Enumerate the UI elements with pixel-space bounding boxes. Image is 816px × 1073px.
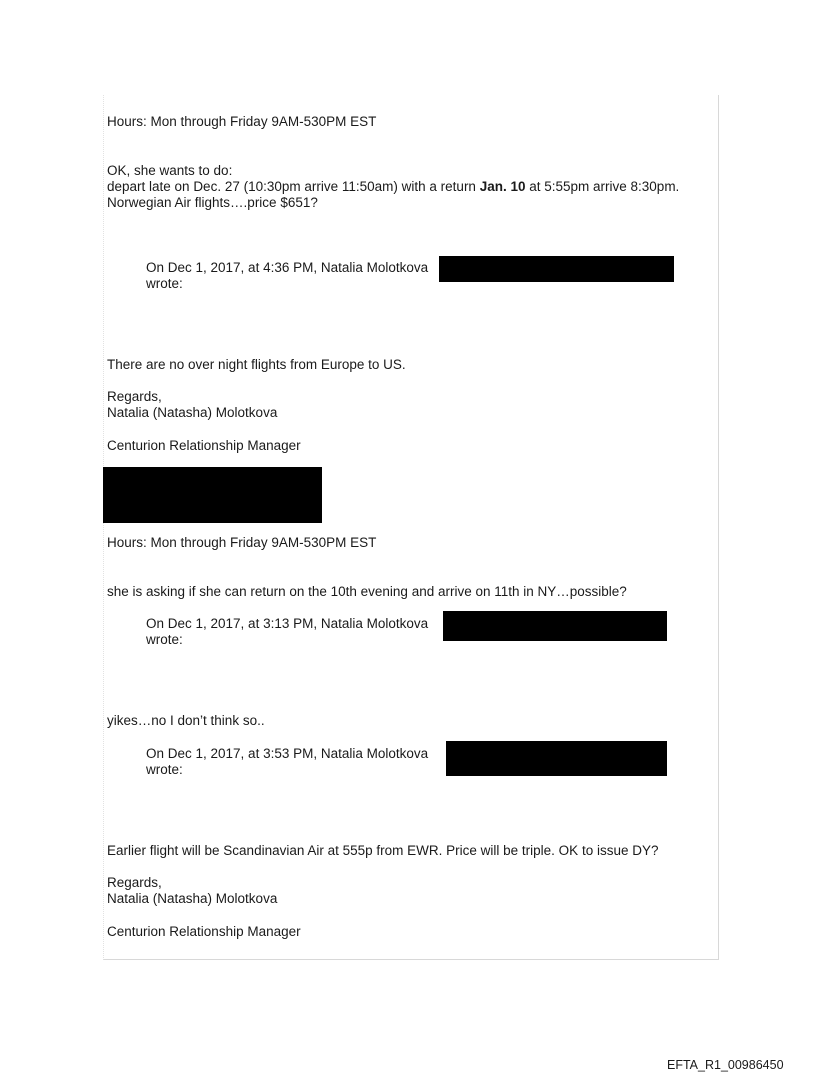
signature-1-name: Natalia (Natasha) Molotkova (107, 405, 278, 420)
redaction-box (103, 467, 322, 523)
signature-1-title: Centurion Relationship Manager (107, 438, 301, 453)
message-1-line-2 (107, 179, 679, 195)
message-1-bold-date: Jan. 10 (479, 179, 526, 194)
redaction-box (446, 741, 667, 776)
signature-2-name: Natalia (Natasha) Molotkova (107, 891, 278, 906)
signature-2-regards: Regards, (107, 875, 162, 890)
email-thread-frame (103, 95, 719, 960)
hours-line-1: Hours: Mon through Friday 9AM-530PM EST (107, 114, 377, 129)
message-1-line-2-start: depart late on Dec. 27 (10:30pm arrive 11:50am) with a return (107, 179, 480, 194)
quote-1-header: On Dec 1, 2017, at 4:36 PM, Natalia Molotkova (146, 260, 429, 275)
message-1-line-1: OK, she wants to do: (107, 163, 233, 178)
message-4: yikes…no I don’t think so.. (107, 713, 265, 728)
signature-1-regards: Regards, (107, 389, 162, 404)
quote-1-wrote: wrote: (146, 276, 183, 291)
message-1-line-2-end: at 5:55pm arrive 8:30pm. (525, 179, 680, 194)
quote-3-wrote: wrote: (146, 762, 183, 777)
redaction-box (443, 611, 667, 641)
quote-2-header: On Dec 1, 2017, at 3:13 PM, Natalia Molotkova (146, 616, 429, 631)
message-1-line-3: Norwegian Air flights….price $651? (107, 195, 318, 210)
hours-line-2: Hours: Mon through Friday 9AM-530PM EST (107, 535, 377, 550)
message-3: she is asking if she can return on the 10th evening and arrive on 11th in NY…possible? (107, 584, 627, 599)
document-id-footer: EFTA_R1_00986450 (667, 1058, 784, 1072)
message-2: There are no over night flights from Europe to US. (107, 357, 406, 372)
quote-2-wrote: wrote: (146, 632, 183, 647)
signature-2-title: Centurion Relationship Manager (107, 924, 301, 939)
message-5: Earlier flight will be Scandinavian Air at 555p from EWR. Price will be triple. OK to issue DY? (107, 843, 659, 858)
redaction-box (439, 256, 674, 282)
quote-3-header: On Dec 1, 2017, at 3:53 PM, Natalia Molotkova (146, 746, 429, 761)
